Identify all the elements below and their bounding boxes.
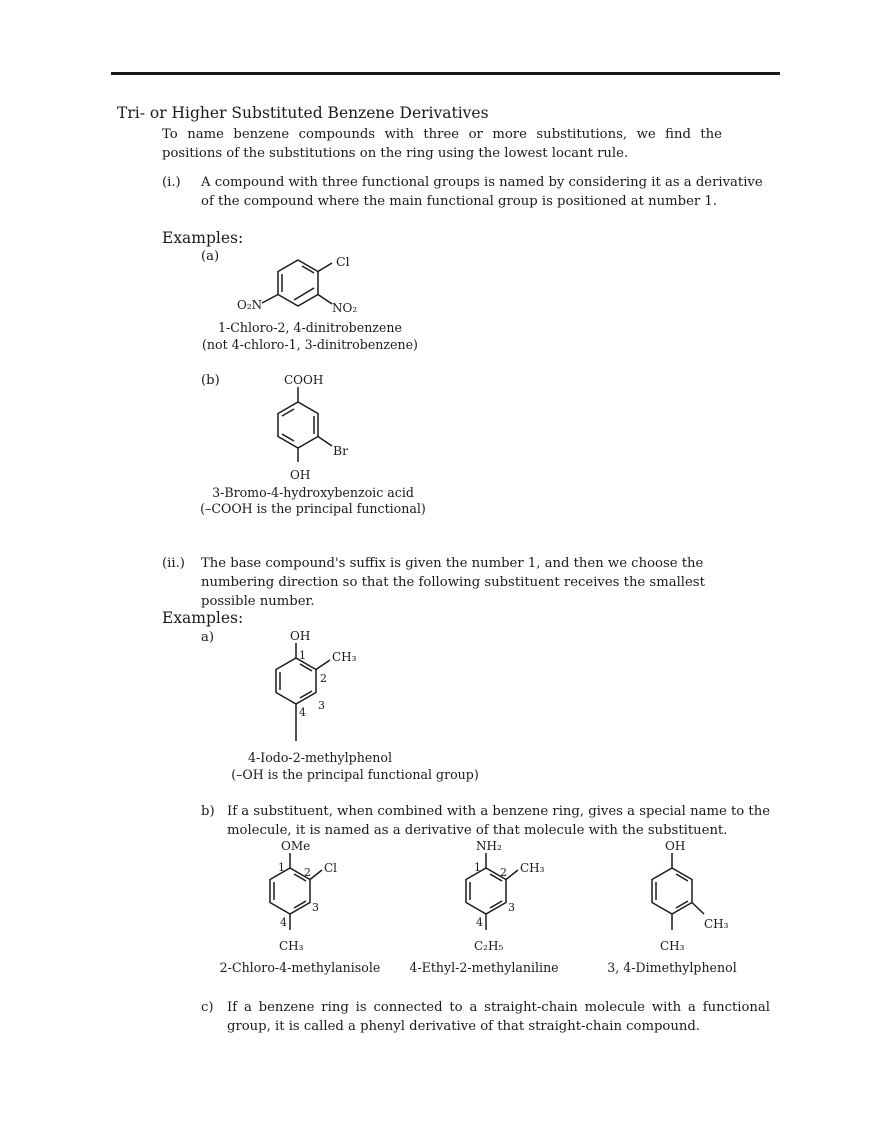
example-a-marker: (a) (201, 249, 220, 264)
methyl-label: CH₃ (332, 650, 357, 664)
example-ii-a-note: (–OH is the principal functional group) (231, 767, 479, 782)
rule-i-marker: (i.) (162, 175, 181, 190)
example-ii-a-name: 4-Iodo-2-methylphenol (247, 750, 393, 765)
ethyl-label: C₂H₅ (474, 939, 504, 953)
examples-heading-2: Examples: (162, 609, 244, 627)
amino-label: NH₂ (476, 839, 502, 853)
nitro-label-2: NO₂ (332, 301, 358, 315)
example-ii-c-marker: c) (201, 1000, 214, 1015)
example-a-name: 1-Chloro-2, 4-dinitrobenzene (218, 320, 402, 335)
hydroxy-label: OH (665, 839, 686, 853)
methyl-label: CH₃ (279, 939, 304, 953)
rule-ii-marker: (ii.) (162, 556, 185, 571)
locant-3: 3 (312, 901, 319, 914)
example-ii-a-marker: a) (201, 630, 215, 645)
methyl-label: CH₃ (520, 861, 545, 875)
molecule-1-name: 2-Chloro-4-methylanisole (219, 960, 381, 975)
hydroxy-label: OH (290, 468, 311, 482)
chloro-label: Cl (336, 254, 350, 269)
chloro-methylanisole-structure (240, 838, 360, 954)
dimethylphenol-structure (622, 838, 732, 954)
locant-2: 2 (320, 672, 327, 685)
locant-1: 1 (278, 861, 285, 874)
hydroxy-label: OH (290, 629, 311, 643)
example-b-note: (–COOH is the principal functional) (200, 501, 426, 516)
example-b-marker: (b) (201, 373, 220, 388)
molecule-3-name: 3, 4-Dimethylphenol (607, 960, 737, 975)
locant-1: 1 (299, 649, 306, 662)
molecule-2-name: 4-Ethyl-2-methylaniline (409, 960, 559, 975)
locant-2: 2 (304, 866, 311, 879)
locant-2: 2 (500, 866, 507, 879)
example-a-note: (not 4-chloro-1, 3-dinitrobenzene) (202, 337, 418, 352)
example-b-name: 3-Bromo-4-hydroxybenzoic acid (212, 485, 414, 500)
locant-4: 4 (476, 916, 483, 929)
locant-4: 4 (280, 916, 287, 929)
locant-3: 3 (508, 901, 515, 914)
methyl-label-3: CH₃ (704, 917, 729, 931)
ethyl-methylaniline-structure (436, 838, 556, 954)
examples-heading-1: Examples: (162, 229, 244, 247)
rule-i-text: A compound with three functional groups is named by considering it as a derivative of the compound where the main functional group is positioned at number 1. (201, 175, 763, 209)
carboxyl-label: COOH (284, 373, 324, 387)
locant-4: 4 (299, 706, 306, 719)
rule-ii-text: The base compound's suffix is given the number 1, and then we choose the numbering direction so that the following substituent receives the smallest possible number. (201, 556, 705, 609)
example-ii-b-marker: b) (201, 804, 215, 819)
intro-paragraph: To name benzene compounds with three or more substitutions, we find the positions of the substitutions on the ring using the lowest locant rule. (162, 127, 722, 161)
example-ii-b-text: If a substituent, when combined with a benzene ring, gives a special name to the molecule, it is named as a derivative of that molecule with the substituent. (227, 804, 770, 838)
example-ii-c-text: If a benzene ring is connected to a straight-chain molecule with a functional group, it is called a phenyl derivative of that straight-chain compound. (227, 1000, 770, 1034)
chloro-label: Cl (324, 861, 338, 875)
bromo-hydroxybenzoic-acid-structure (240, 370, 380, 485)
locant-1: 1 (474, 861, 481, 874)
section-title: Tri- or Higher Substituted Benzene Derivatives (117, 104, 489, 122)
iodo-methylphenol-structure (250, 626, 380, 748)
locant-3: 3 (318, 699, 325, 712)
top-rule (111, 72, 780, 75)
methyl-label-4: CH₃ (660, 939, 685, 953)
bromo-label: Br (333, 443, 349, 458)
chloro-dinitrobenzene-structure (220, 248, 380, 320)
methoxy-label: OMe (281, 839, 311, 853)
nitro-label-4: O₂N (237, 298, 263, 312)
